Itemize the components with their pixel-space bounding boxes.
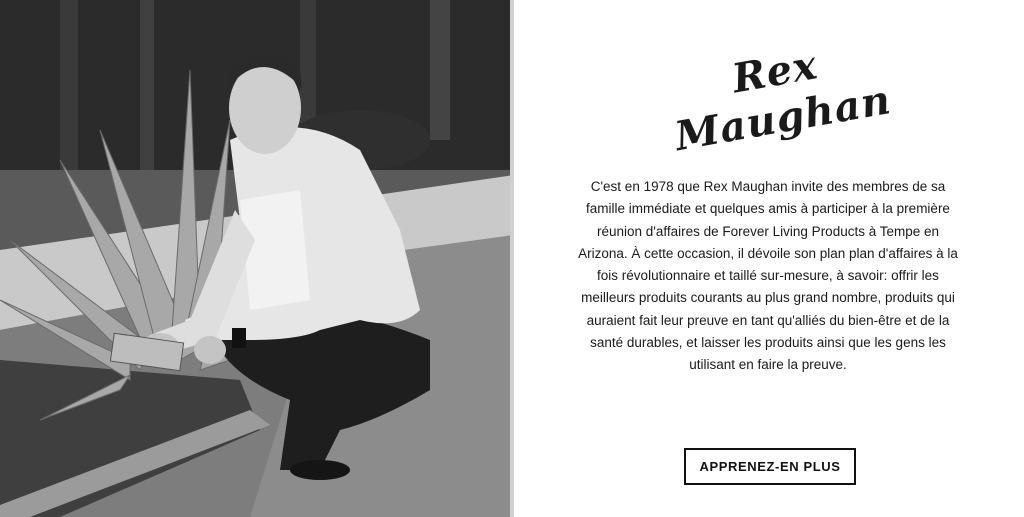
founder-content [514, 0, 1024, 517]
learn-more-button[interactable]: APPRENEZ-EN PLUS [684, 448, 856, 485]
founder-name-title: Rex Maughan [671, 41, 895, 161]
founder-story-paragraph: C'est en 1978 que Rex Maughan invite des membres de sa famille immédiate et quelques amis à participer à la première réunion d'affaires de Forever Living Products à Tempe en Arizona. À cette occasion, il dévoile son plan plan d'affaires à la fois révolutionnaire et taillé sur-mesure, à savoir: offrir les meilleurs produits courants au plus grand nombre, produits qui auraient fait leur preuve en tant qu'alliés du bien-être et de la santé durables, et laisser les produits ainsi que les gens les utilisant en faire la preuve. [578, 179, 958, 373]
